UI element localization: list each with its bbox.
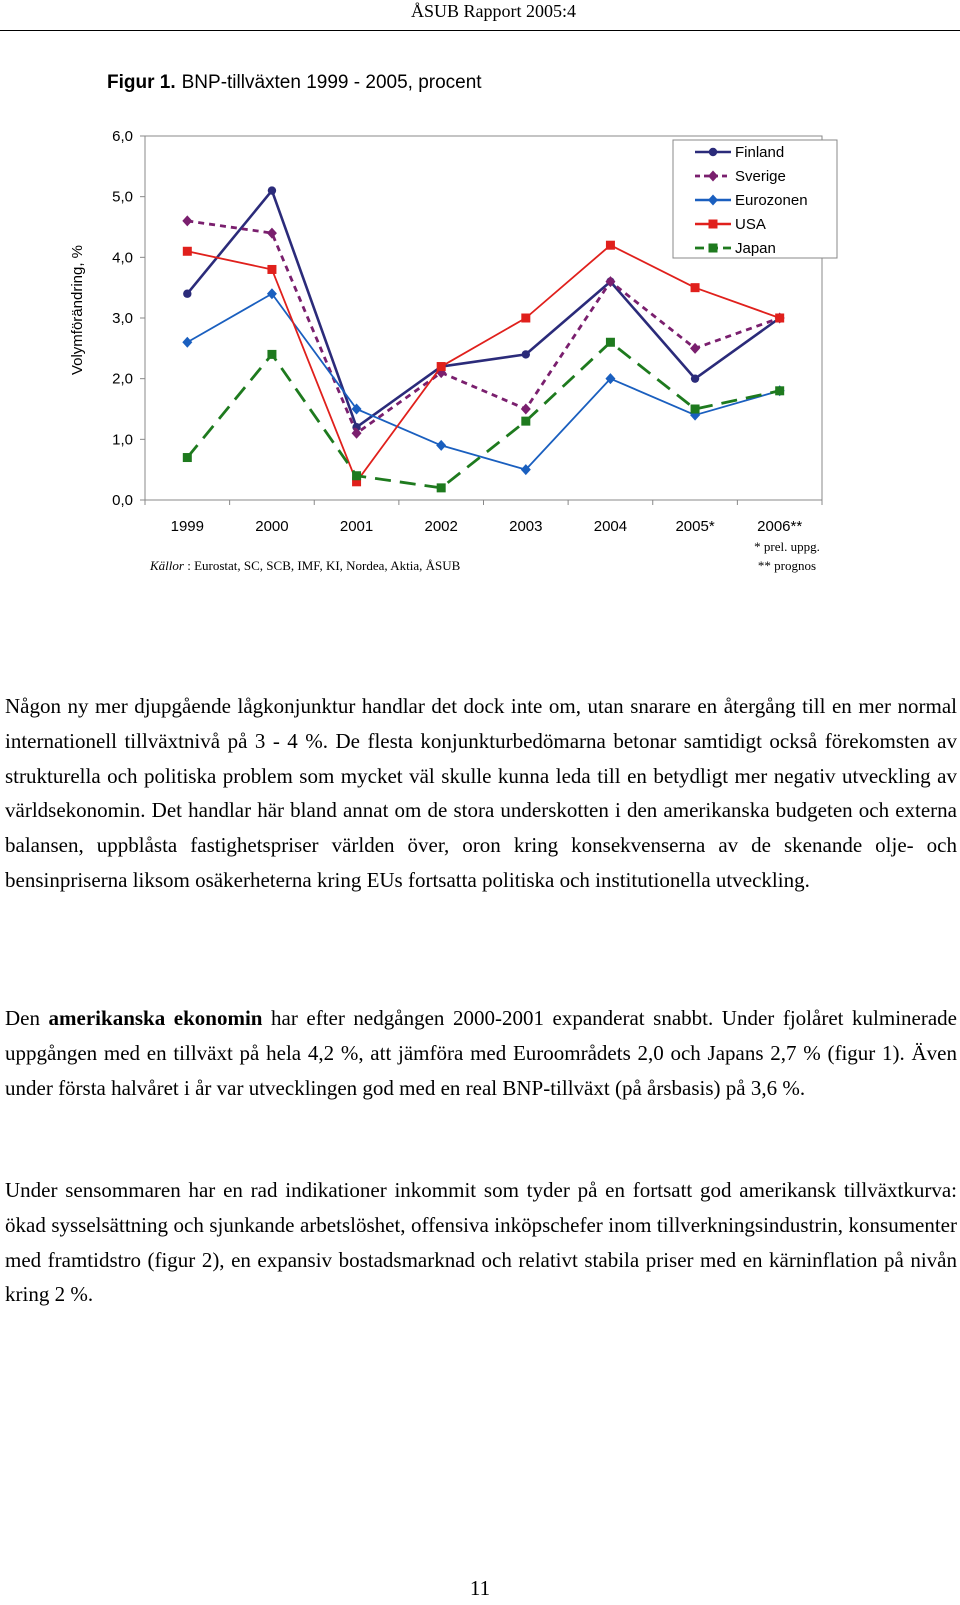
legend-marker-japan (709, 244, 718, 253)
y-tick-label: 3,0 (112, 310, 133, 327)
x-tick-label: 2003 (509, 518, 543, 535)
legend-label-usa: USA (735, 216, 766, 233)
data-point-japan (183, 453, 192, 462)
paragraph-2-rest: har efter nedgången 2000-2001 expanderat snabbt. Under fjolåret kulminerade uppgången med en tillväxt på hela 4,2 %, att jämföra med Euroområdets 2,0 och Japans 2,7 % (figur 1). Även under första halvåret i år var utvecklingen god med en real BNP-tillväxt (på årsbasis) på 3,6 %. (5, 1006, 957, 1100)
legend (673, 140, 837, 258)
data-point-japan (267, 350, 276, 359)
legend-label-japan: Japan (735, 240, 776, 257)
paragraph-3: Under sensommaren har en rad indikationer inkommit som tyder på en fortsatt god amerikansk tillväxtkurva: ökad sysselsättning och sjunkande arbetslöshet, offensiva inköpschefer inom tillverkningsindustrin, konsumenter med framtidstro (figur 2), en expansiv bostadsmarknad och relativt stabila priser med en kärninflation på nivån kring 2 %. (5, 1178, 957, 1307)
running-title: ÅSUB Rapport 2005:4 (410, 1, 576, 21)
y-tick-label: 0,0 (112, 492, 133, 509)
figure-title (107, 72, 482, 94)
x-tick-label: 1999 (170, 518, 204, 535)
y-tick-label: 5,0 (112, 188, 133, 206)
legend-label-eurozonen: Eurozonen (735, 192, 808, 209)
legend-marker-usa (709, 220, 718, 229)
figure-label: Figur 1. (107, 72, 176, 93)
source-text: : Eurostat, SC, SCB, IMF, KI, Nordea, Aktia, ÅSUB (183, 558, 461, 573)
data-point-usa (521, 314, 530, 323)
data-point-finland (268, 186, 276, 194)
legend-marker-finland (709, 148, 717, 156)
y-tick-label: 6,0 (112, 128, 133, 145)
y-tick-label: 1,0 (112, 431, 133, 449)
x-tick-label: 2005* (675, 518, 715, 535)
data-point-usa (437, 362, 446, 371)
x-tick-label: 2002 (424, 518, 458, 535)
data-point-japan (521, 417, 530, 426)
running-header (0, 0, 960, 31)
data-point-finland (691, 374, 699, 382)
x-tick-label: 2001 (339, 518, 374, 535)
legend-label-finland: Finland (735, 144, 785, 161)
series-usa (183, 241, 784, 487)
paragraph-2 (5, 1001, 957, 1105)
data-point-usa (606, 241, 615, 250)
gdp-growth-chart (0, 120, 960, 600)
x-axis (145, 500, 822, 535)
figure-caption: BNP-tillväxten 1999 - 2005, procent (181, 72, 482, 93)
x-tick-label: 2004 (593, 518, 628, 535)
y-tick-label: 4,0 (112, 249, 133, 267)
series-line-eurozonen (187, 294, 779, 470)
data-point-sverige (690, 343, 700, 354)
page-number: 11 (469, 1576, 491, 1600)
data-point-finland (522, 350, 530, 358)
data-point-sverige (521, 404, 531, 415)
y-tick-label: 2,0 (112, 370, 133, 388)
data-point-eurozonen (182, 337, 192, 348)
data-point-japan (352, 471, 361, 480)
x-tick-label: 2006** (757, 518, 803, 535)
data-point-finland (183, 290, 191, 298)
paragraph-2-emphasis: amerikanska ekonomin (48, 1006, 263, 1030)
paragraph-1: Någon ny mer djupgående lågkonjunktur handlar det dock inte om, utan snarare en återgång till en mer normal internationell tillväxtnivå på 3 - 4 %. De flesta konjunkturbedömarna betonar samtidigt också förekomsten av strukturella och politiska problem som mycket väl skulle kunna leda till en betydligt mer negativ utveckling av världsekonomin. Det handlar här bland annat om de stora underskotten i den amerikanska budgeten och externa balansen, uppblåsta fastighetspriser världen över, oron kring konsekvenserna av de skenande olje- och bensinpriserna liksom osäkerheterna kring EUs fortsatta politiska och institutionella utveckling. (5, 694, 957, 892)
note-prel: * prel. uppg. (754, 539, 820, 554)
data-point-japan (437, 483, 446, 492)
data-point-sverige (182, 215, 192, 226)
data-point-sverige (267, 228, 277, 239)
data-point-eurozonen (436, 440, 446, 451)
y-axis-label: Volymförändring, % (69, 244, 86, 376)
x-tick-label: 2000 (255, 518, 289, 535)
data-point-usa (267, 265, 276, 274)
series-line-usa (187, 245, 779, 482)
paragraph-2-start: Den (5, 1006, 49, 1030)
data-point-usa (691, 283, 700, 292)
figure-source (149, 558, 461, 573)
data-point-usa (183, 247, 192, 256)
data-point-usa (775, 314, 784, 323)
note-prognos: ** prognos (757, 558, 817, 573)
data-point-japan (606, 338, 615, 347)
data-point-japan (775, 386, 784, 395)
y-axis (112, 128, 145, 509)
legend-label-sverige: Sverige (735, 168, 786, 185)
data-point-japan (691, 405, 700, 414)
source-label: Källor (150, 558, 184, 573)
